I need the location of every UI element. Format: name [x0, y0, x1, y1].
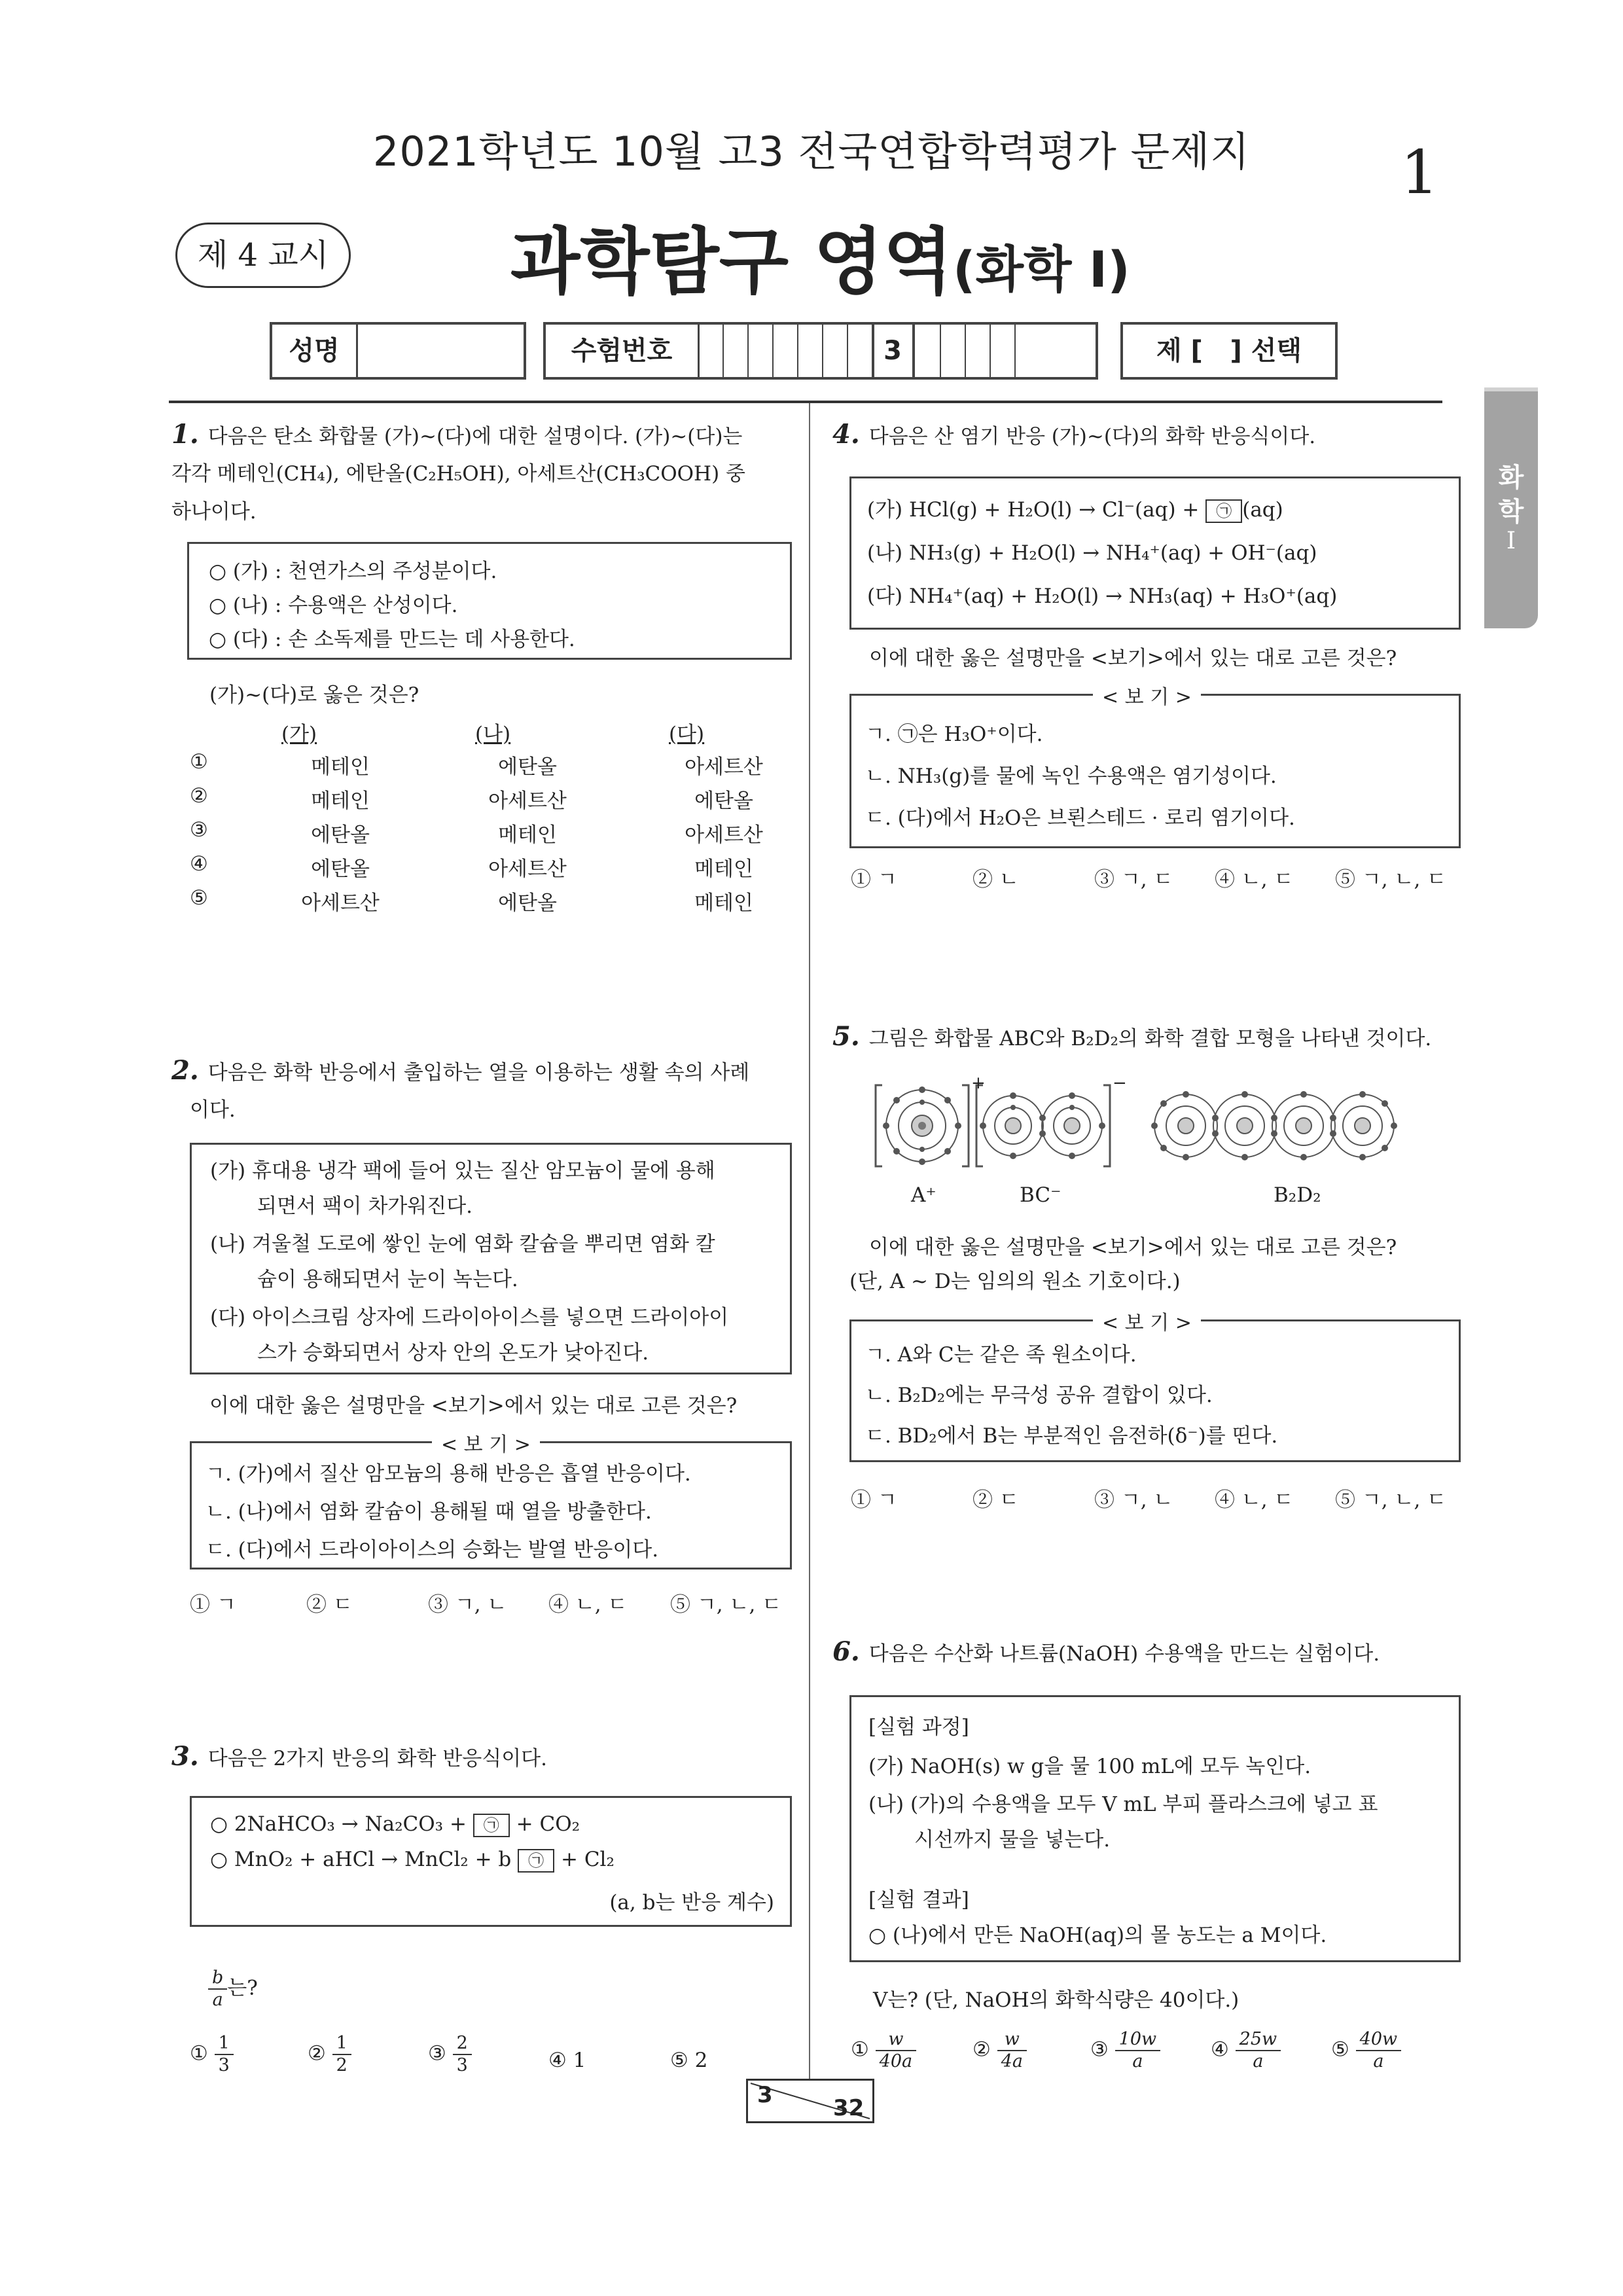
q2-example-line: 스가 승화되면서 상자 안의 온도가 낮아진다.: [257, 1341, 649, 1365]
q1-cell: 아세트산: [685, 823, 763, 847]
q2-example-line: (나) 겨울철 도로에 쌓인 눈에 염화 칼슘을 뿌리면 염화 칼: [210, 1232, 715, 1256]
q6-experiment-box: [849, 1695, 1461, 1962]
q1-number: 1.: [171, 419, 199, 450]
q4-equation-box: [849, 476, 1461, 630]
q2-example-line: (다) 아이스크림 상자에 드라이아이스를 넣으면 드라이아이: [210, 1306, 729, 1329]
q5-choice[interactable]: ① ㄱ: [851, 1488, 897, 1512]
q1-info-line: ○ (가) : 천연가스의 주성분이다.: [209, 560, 497, 583]
q3-choice[interactable]: ② $\frac{1}{2}$: [308, 2033, 351, 2076]
q4-equation-3: (다) NH₄⁺(aq) + H₂O(l) → NH₃(aq) + H₃O⁺(aq): [867, 584, 1338, 608]
q4-equation-1: [867, 493, 1283, 523]
q2-example-line: 슘이 용해되면서 눈이 녹는다.: [257, 1268, 518, 1291]
q2-choice[interactable]: ③ ㄱ, ㄴ: [428, 1593, 507, 1617]
subject-main: 과학탐구 영역: [510, 220, 953, 304]
subject-sub: (화학 Ⅰ): [952, 240, 1130, 298]
subject-side-tab: [1484, 391, 1538, 628]
blank-mark: ㉠: [518, 1849, 554, 1873]
name-box: [270, 322, 526, 380]
q5-question-2: (단, A ~ D는 임의의 원소 기호이다.): [849, 1270, 1181, 1293]
q2-choice[interactable]: ④ ㄴ, ㄷ: [548, 1593, 628, 1617]
label-a-ion: A⁺: [911, 1183, 936, 1207]
q3-fraction: $\frac{b}{a}$: [208, 1967, 227, 2011]
b2d2-model: [1151, 1091, 1397, 1160]
q1-info-box: [187, 542, 792, 660]
q4-intro: 다음은 산 염기 반응 (가)~(다)의 화학 반응식이다.: [868, 425, 1316, 448]
q1-col-header: (가): [281, 723, 317, 746]
q1-cell: 에탄올: [498, 755, 557, 779]
q1-question: (가)~(다)로 옳은 것은?: [209, 683, 419, 707]
ion-bc-model: [976, 1085, 1110, 1166]
q5-bogi-item: ㄴ. B₂D₂에는 무극성 공유 결합이 있다.: [865, 1384, 1213, 1407]
q5-bogi-item: ㄱ. A와 C는 같은 족 원소이다.: [865, 1343, 1137, 1367]
q2-example-line: 되면서 팩이 차가워진다.: [257, 1194, 473, 1218]
q2-choice[interactable]: ⑤ ㄱ, ㄴ, ㄷ: [670, 1593, 782, 1617]
q6-result: ○ (나)에서 만든 NaOH(aq)의 몰 농도는 a M이다.: [868, 1924, 1327, 1947]
q5-bogi-item: ㄷ. BD₂에서 B는 부분적인 음전하(δ⁻)를 띤다.: [865, 1424, 1278, 1448]
q5-choice[interactable]: ④ ㄴ, ㄷ: [1215, 1488, 1294, 1512]
name-label: 성명: [272, 325, 358, 377]
q3-choice[interactable]: ⑤ 2: [670, 2049, 708, 2072]
q4-question: 이에 대한 옳은 설명만을 <보기>에서 있는 대로 고른 것은?: [869, 647, 1397, 670]
q4-bogi-item: ㄷ. (다)에서 H₂O은 브뢴스테드 · 로리 염기이다.: [865, 806, 1295, 830]
q5-choice[interactable]: ② ㄷ: [972, 1488, 1019, 1512]
q1-cell: 메테인: [694, 891, 753, 915]
q1-cell: 에탄올: [694, 789, 753, 813]
q2-example-line: (가) 휴대용 냉각 팩에 들어 있는 질산 암모늄이 물에 용해: [210, 1159, 715, 1183]
q4-bogi-title: < 보 기 >: [1093, 681, 1201, 709]
period-badge-label: 제 4 교시: [197, 237, 329, 274]
side-tab-char-2: 학: [1498, 497, 1524, 527]
exam-number-cells[interactable]: [698, 325, 1096, 377]
q3-equation-1: [210, 1812, 580, 1837]
label-bc-ion: BC⁻: [1020, 1183, 1061, 1207]
q6-number: 6.: [832, 1636, 860, 1667]
q3-note: (a, b는 반응 계수): [609, 1891, 774, 1914]
exam-number-box: [543, 322, 1098, 380]
side-tab-char-1: 화: [1498, 463, 1524, 493]
q2-choice[interactable]: ① ㄱ: [190, 1593, 236, 1617]
q1-cell: 메테인: [311, 789, 370, 813]
q1-cell: 에탄올: [311, 857, 370, 881]
q5-choice[interactable]: ⑤ ㄱ, ㄴ, ㄷ: [1335, 1488, 1447, 1512]
exam-number-digit: 3: [873, 325, 915, 377]
blank-mark: ㉠: [473, 1814, 510, 1837]
q3-question-tail: 는?: [227, 1976, 258, 2000]
q1-intro-1: 다음은 탄소 화합물 (가)~(다)에 대한 설명이다. (가)~(다)는: [207, 425, 743, 448]
q2-choice[interactable]: ② ㄷ: [306, 1593, 353, 1617]
selection-box[interactable]: [1120, 322, 1338, 380]
q3-equation-2: [210, 1848, 615, 1873]
choice-number: ③: [190, 818, 208, 842]
q1-cell: 아세트산: [685, 755, 763, 779]
exam-number-label: 수험번호: [546, 325, 700, 377]
q6-procedure-2a: (나) (가)의 수용액을 모두 V mL 부피 플라스크에 넣고 표: [868, 1793, 1378, 1816]
q6-choice[interactable]: ② $\frac{w}{4a}$: [972, 2029, 1027, 2072]
q1-col-header: (나): [475, 723, 511, 746]
q1-choice-row[interactable]: [190, 886, 779, 916]
q1-cell: 메테인: [694, 857, 753, 881]
q1-choice-row[interactable]: [190, 750, 779, 780]
q6-choice[interactable]: ⑤ $\frac{40w}{a}$: [1331, 2029, 1401, 2072]
q4-equation-2: (나) NH₃(g) + H₂O(l) → NH₄⁺(aq) + OH⁻(aq): [867, 541, 1317, 565]
page-total: 32: [833, 2095, 865, 2121]
q3-question: [208, 1967, 258, 2011]
page-indicator: [746, 2079, 874, 2123]
q4-eq1-post: (aq): [1242, 498, 1283, 522]
charge-plus: +: [971, 1073, 986, 1093]
q3-choice[interactable]: ① $\frac{1}{3}$: [190, 2033, 234, 2076]
q3-eq2-post: + Cl₂: [560, 1848, 615, 1871]
q1-intro-2: 각각 메테인(CH₄), 에탄올(C₂H₅OH), 아세트산(CH₃COOH) 중: [171, 462, 745, 486]
choice-number: ⑤: [190, 886, 208, 910]
q1-choice-row[interactable]: [190, 818, 779, 848]
exam-title: 2021학년도 10월 고3 전국연합학력평가 문제지: [372, 128, 1251, 175]
page-number: 1: [1400, 137, 1439, 207]
label-b2d2: B₂D₂: [1274, 1183, 1321, 1207]
choice-number: ②: [190, 784, 208, 808]
q1-cell: 아세트산: [488, 857, 567, 881]
q3-equation-box: [190, 1796, 792, 1927]
q1-cell: 에탄올: [498, 891, 557, 915]
q1-cell: 메테인: [498, 823, 557, 847]
q4-bogi-item: ㄴ. NH₃(g)를 물에 녹인 수용액은 염기성이다.: [865, 764, 1277, 788]
choice-number: ①: [190, 750, 208, 774]
q2-bogi-item: ㄷ. (다)에서 드라이아이스의 승화는 발열 반응이다.: [205, 1538, 659, 1562]
q1-info-line: ○ (다) : 손 소독제를 만드는 데 사용한다.: [209, 628, 575, 651]
choice-number: ④: [190, 852, 208, 876]
q6-intro: 다음은 수산화 나트륨(NaOH) 수용액을 만드는 실험이다.: [868, 1642, 1380, 1666]
q6-choice[interactable]: ① $\frac{w}{40a}$: [851, 2029, 916, 2072]
q3-choice[interactable]: ③ $\frac{2}{3}$: [428, 2033, 472, 2076]
q1-cell: 아세트산: [488, 789, 567, 813]
q2-intro-2: 이다.: [190, 1098, 236, 1122]
q1-choice-row[interactable]: [190, 784, 779, 814]
q2-bogi-item: ㄱ. (가)에서 질산 암모늄의 용해 반응은 흡열 반응이다.: [205, 1462, 691, 1486]
q6-procedure-1: (가) NaOH(s) w g을 물 100 mL에 모두 녹인다.: [868, 1755, 1311, 1778]
q1-choice-row[interactable]: [190, 852, 779, 882]
selection-label: 제 [ ] 선택: [1156, 336, 1302, 366]
q6-question: V는? (단, NaOH의 화학식량은 40이다.): [873, 1988, 1240, 2012]
q6-choice[interactable]: ④ $\frac{25w}{a}$: [1211, 2029, 1281, 2072]
blank-mark: ㉠: [1205, 499, 1242, 523]
column-divider: [809, 403, 810, 2079]
q5-choice[interactable]: ③ ㄱ, ㄴ: [1094, 1488, 1173, 1512]
ion-a-model: [876, 1085, 969, 1166]
q3-eq2-pre: ○ MnO₂ + aHCl → MnCl₂ + b: [210, 1848, 512, 1871]
header-divider: [169, 401, 1442, 403]
q2-example-box: [190, 1143, 792, 1374]
q2-number: 2.: [171, 1055, 199, 1086]
subject-title: [510, 204, 1130, 308]
period-badge: [175, 223, 351, 288]
q3-choice[interactable]: ④ 1: [548, 2049, 586, 2072]
bonding-model-figure: [864, 1073, 1453, 1230]
q3-number: 3.: [171, 1741, 199, 1772]
q5-bogi-title: < 보 기 >: [1093, 1306, 1201, 1335]
q5-intro: 그림은 화합물 ABC와 B₂D₂의 화학 결합 모형을 나타낸 것이다.: [868, 1027, 1432, 1050]
q1-info-line: ○ (나) : 수용액은 산성이다.: [209, 594, 458, 617]
q1-col-header: (다): [669, 723, 705, 746]
charge-minus: −: [1113, 1073, 1127, 1093]
q6-procedure-title: [실험 과정]: [868, 1715, 969, 1739]
q4-choice[interactable]: ③ ㄱ, ㄷ: [1094, 868, 1173, 891]
q6-procedure-2b: 시선까지 물을 넣는다.: [914, 1828, 1111, 1852]
q3-eq1-pre: ○ 2NaHCO₃ → Na₂CO₃ +: [210, 1812, 467, 1836]
name-field[interactable]: [358, 325, 525, 377]
q6-result-title: [실험 결과]: [868, 1888, 969, 1912]
q1-cell: 메테인: [311, 755, 370, 779]
page-current: 3: [757, 2082, 773, 2108]
q2-intro-1: 다음은 화학 반응에서 출입하는 열을 이용하는 생활 속의 사례: [207, 1061, 750, 1085]
q1-cell: 아세트산: [301, 891, 380, 915]
q4-number: 4.: [832, 419, 860, 450]
q2-question: 이에 대한 옳은 설명만을 <보기>에서 있는 대로 고른 것은?: [209, 1394, 738, 1418]
side-tab-char-3: Ⅰ: [1506, 528, 1516, 554]
q3-eq1-post: + CO₂: [516, 1812, 580, 1836]
q4-choice[interactable]: ② ㄴ: [972, 868, 1019, 891]
q4-eq1-pre: (가) HCl(g) + H₂O(l) → Cl⁻(aq) +: [867, 498, 1200, 522]
q4-choice[interactable]: ④ ㄴ, ㄷ: [1215, 868, 1294, 891]
q5-number: 5.: [832, 1021, 860, 1052]
q6-choice[interactable]: ③ $\frac{10w}{a}$: [1090, 2029, 1160, 2072]
q4-choice[interactable]: ① ㄱ: [851, 868, 897, 891]
q1-intro-3: 하나이다.: [171, 500, 257, 524]
q3-intro: 다음은 2가지 반응의 화학 반응식이다.: [207, 1747, 547, 1770]
q2-bogi-title: < 보 기 >: [432, 1428, 540, 1457]
q1-cell: 에탄올: [311, 823, 370, 847]
q2-bogi-item: ㄴ. (나)에서 염화 칼슘이 용해될 때 열을 방출한다.: [205, 1500, 652, 1524]
q4-bogi-item: ㄱ. ㉠은 H₃O⁺이다.: [865, 723, 1043, 746]
q4-choice[interactable]: ⑤ ㄱ, ㄴ, ㄷ: [1335, 868, 1447, 891]
q5-question-1: 이에 대한 옳은 설명만을 <보기>에서 있는 대로 고른 것은?: [869, 1236, 1397, 1259]
